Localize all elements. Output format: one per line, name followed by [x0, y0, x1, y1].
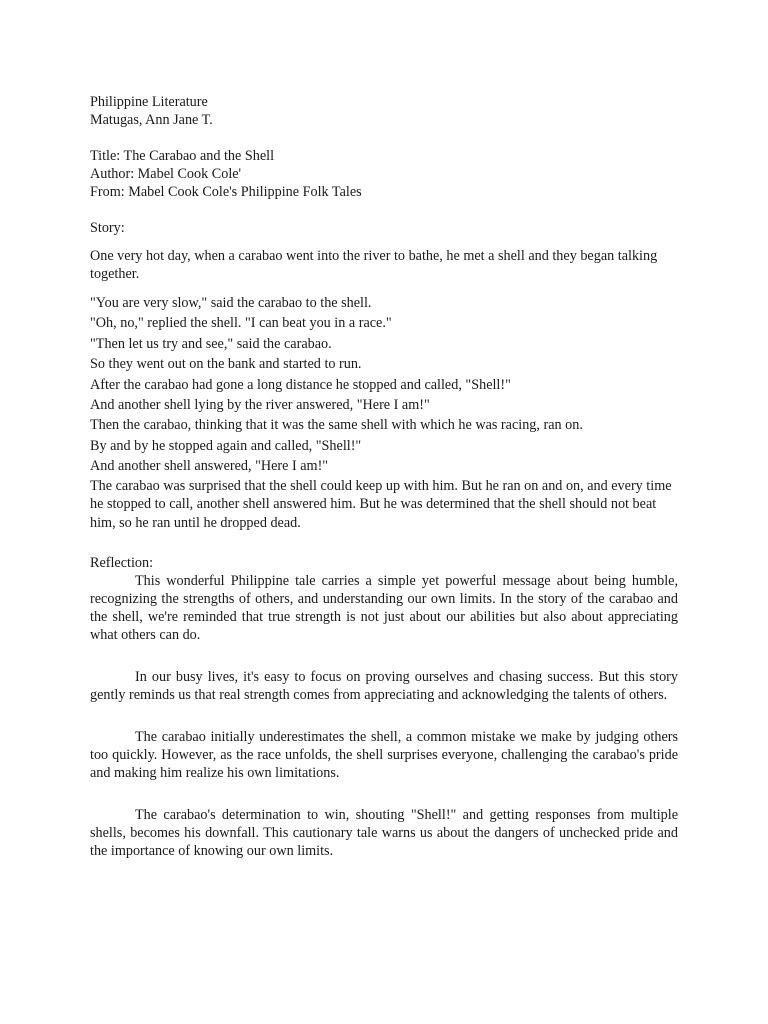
story-intro-paragraph: One very hot day, when a carabao went into the river to bathe, he met a shell and they began talking together. [90, 248, 658, 282]
student-name: Matugas, Ann Jane T. [90, 112, 213, 128]
story-line: "Then let us try and see," said the carabao. [90, 335, 332, 352]
document-page [90, 93, 678, 860]
reflection-paragraph: This wonderful Philippine tale carries a simple yet powerful message about being humble, recognizing the strengths of others, and understanding our own limits. In the story of the carabao and the shell, we're reminded that true strength is not just about our abilities but also about appreciating what others can do. [90, 573, 678, 644]
reflection-paragraph: The carabao initially underestimates the shell, a common mistake we make by judging others too quickly. However, as the race unfolds, the shell surprises everyone, challenging the carabao's pride and making him realize his own limitations. [90, 729, 678, 782]
story-line: "Oh, no," replied the shell. "I can beat you in a race." [90, 315, 392, 332]
document-header [90, 93, 678, 129]
story-title: Title: The Carabao and the Shell [90, 148, 275, 164]
story-line: And another shell lying by the river answered, "Here I am!" [90, 397, 430, 414]
story-source: From: Mabel Cook Cole's Philippine Folk Tales [90, 184, 362, 200]
story-author: Author: Mabel Cook Cole' [90, 166, 242, 182]
reflection-paragraph: The carabao's determination to win, shouting "Shell!" and getting responses from multiple shells, becomes his downfall. This cautionary tale warns us about the dangers of unchecked pride and the importance of knowing our own limits. [90, 807, 678, 860]
reflection-paragraph: In our busy lives, it's easy to focus on proving ourselves and chasing success. But this story gently reminds us that real strength comes from appreciating and acknowledging the talents of others. [90, 669, 678, 704]
story-ending-paragraph: The carabao was surprised that the shell could keep up with him. But he ran on and on, and every time he stopped to call, another shell answered him. But he was determined that the shell should not beat him, so he ran until he dropped dead. [90, 477, 672, 531]
reflection-heading: Reflection: [90, 555, 154, 572]
story-line: By and by he stopped again and called, "Shell!" [90, 437, 362, 454]
story-metadata [90, 147, 678, 201]
story-line: Then the carabao, thinking that it was the same shell with which he was racing, ran on. [90, 417, 583, 434]
story-line: And another shell answered, "Here I am!" [90, 458, 329, 475]
story-heading: Story: [90, 220, 125, 236]
story-line: So they went out on the bank and started to run. [90, 356, 362, 373]
course-name: Philippine Literature [90, 94, 208, 110]
story-dialogue [90, 293, 678, 477]
story-line: "You are very slow," said the carabao to the shell. [90, 295, 372, 311]
story-line: After the carabao had gone a long distance he stopped and called, "Shell!" [90, 376, 511, 393]
